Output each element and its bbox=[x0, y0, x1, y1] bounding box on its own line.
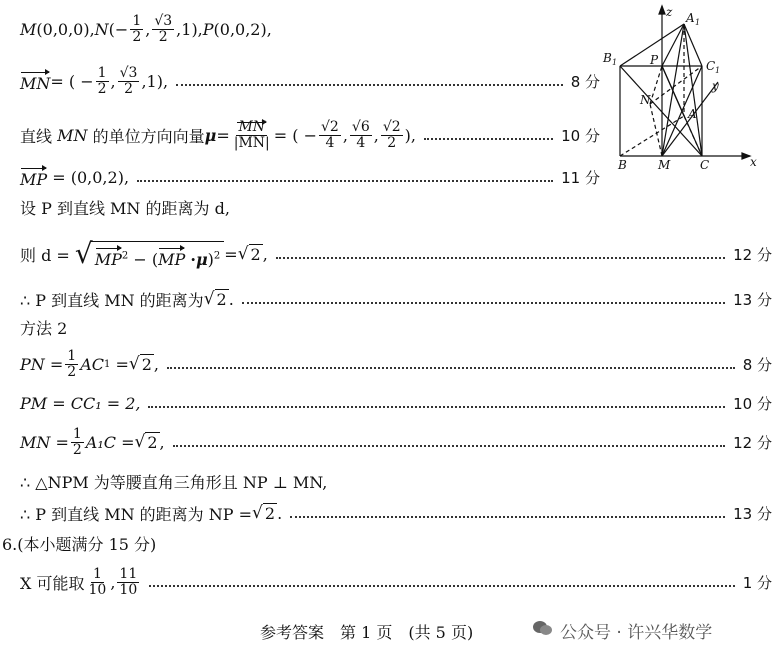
text: A₁C = bbox=[85, 432, 135, 452]
mu-symbol: μ bbox=[204, 125, 217, 145]
square-root: √ $MP^2 - (MP \cdot\mu)^2$ bbox=[75, 239, 224, 269]
line-coordinates: M (0,0,0), N (− $\frac{1}{2}$ , $\frac{√3}{2}$ ,1), P (0,0,2), bbox=[20, 12, 272, 45]
fraction: $\frac{1}{2}$ bbox=[132, 12, 142, 45]
text: PM = CC₁ = 2, bbox=[20, 393, 141, 413]
label-z: z bbox=[666, 5, 673, 19]
dot-leader bbox=[167, 367, 735, 369]
dot-leader bbox=[242, 302, 725, 304]
label-a: A bbox=[688, 107, 697, 121]
fraction: $\frac{√3}{2}$ bbox=[119, 64, 138, 97]
line-conclusion-2: ∴ P 到直线 MN 的距离为 NP = √ 2 . 13 分 bbox=[20, 503, 772, 524]
text: X 可能取 bbox=[20, 573, 85, 593]
line-conclusion-1: ∴ P 到直线 MN 的距离为 √ 2 . 13 分 bbox=[20, 289, 772, 310]
text: 2 bbox=[250, 245, 261, 264]
line-mn: MN = $\frac{1}{2}$ A₁C = √ 2 , 12 分 bbox=[20, 425, 772, 458]
text: , bbox=[262, 244, 268, 264]
label-p: P bbox=[650, 53, 659, 67]
text: ,1), bbox=[141, 71, 169, 91]
svg-text:1: 1 bbox=[695, 18, 701, 27]
score: 8 分 bbox=[570, 72, 600, 91]
text: = bbox=[216, 125, 230, 145]
dot-leader bbox=[176, 84, 563, 86]
label-c1: C bbox=[706, 59, 716, 73]
text: . bbox=[228, 289, 234, 309]
line-vector-mp bbox=[20, 162, 600, 192]
fraction: $\frac{1}{2}$ bbox=[67, 347, 77, 380]
text: . bbox=[277, 503, 283, 523]
svg-text:1: 1 bbox=[715, 66, 721, 75]
vector-mn: MN bbox=[20, 70, 50, 93]
text: 2 bbox=[216, 290, 227, 309]
score: 1 分 bbox=[742, 573, 772, 592]
geometry-figure bbox=[600, 4, 768, 172]
wechat-icon bbox=[532, 619, 554, 642]
score: 12 分 bbox=[733, 433, 772, 452]
label-x: x bbox=[750, 155, 757, 169]
dot-leader bbox=[173, 445, 726, 447]
dot-leader bbox=[148, 406, 725, 408]
label-b: B bbox=[618, 158, 627, 172]
line-question-6 bbox=[2, 528, 754, 558]
line-vector-mn: MN = ( − $\frac{1}{2}$ , $\frac{√3}{2}$ ,1), 8 分 bbox=[20, 64, 600, 97]
text: MN = bbox=[20, 432, 69, 452]
text: ∴ P 到直线 MN 的距离为 NP = bbox=[20, 504, 253, 524]
text: PN = bbox=[20, 354, 64, 374]
score: 11 分 bbox=[561, 168, 600, 187]
fraction: $\frac{1}{2}$ bbox=[72, 425, 82, 458]
line-unit-vector: 直线 MN 的单位方向向量 μ = $\frac{MN}{|MN|}$ = ( − $\frac{√2}{4}$ , $\frac{√6}{4}$ , $\frac{√2}{2}$ ), 10 分 bbox=[20, 118, 600, 151]
score: 10 分 bbox=[561, 126, 600, 145]
text: 的单位方向向量 bbox=[92, 126, 205, 146]
score: 13 分 bbox=[733, 290, 772, 309]
watermark bbox=[532, 618, 712, 643]
text: 6.(本小题满分 15 分) bbox=[2, 534, 157, 554]
fraction: $\frac{√3}{2}$ bbox=[154, 12, 173, 45]
fraction: $\frac{√6}{4}$ bbox=[351, 118, 370, 151]
label-y: y bbox=[712, 79, 719, 93]
fraction: $\frac{MN}{|MN|}$ bbox=[233, 118, 270, 151]
text: ∴ △NPM 为等腰直角三角形且 NP ⊥ MN, bbox=[20, 472, 328, 492]
text: 方法 2 bbox=[20, 318, 68, 338]
page-footer bbox=[0, 616, 782, 646]
line-method-2 bbox=[20, 312, 772, 342]
fraction: $\frac{1}{10}$ bbox=[88, 565, 107, 598]
label-b1: B bbox=[603, 51, 612, 65]
score: 13 分 bbox=[733, 504, 772, 523]
text: 设 P 到直线 MN 的距离为 d, bbox=[20, 198, 230, 218]
text: ), bbox=[404, 125, 416, 145]
dot-leader bbox=[424, 138, 553, 140]
line-pm bbox=[20, 388, 772, 418]
page-number: 参考答案 第 1 页 (共 5 页) bbox=[260, 623, 474, 642]
fraction: $\frac{√2}{2}$ bbox=[382, 118, 401, 151]
text: ∴ P 到直线 MN 的距离为 bbox=[20, 290, 204, 310]
text: 则 d = bbox=[20, 245, 70, 265]
dot-leader bbox=[290, 516, 725, 518]
watermark-text: 公众号 · 许兴华数学 bbox=[560, 623, 713, 643]
text: = ( − bbox=[50, 71, 94, 91]
dot-leader bbox=[149, 585, 734, 587]
text: 直线 bbox=[20, 126, 53, 146]
dot-leader bbox=[137, 180, 553, 182]
vector-mp: MP bbox=[20, 166, 47, 189]
line-triangle bbox=[20, 466, 772, 496]
text: MN bbox=[57, 125, 88, 145]
fraction: $\frac{11}{10}$ bbox=[119, 565, 138, 598]
dot-leader bbox=[276, 257, 725, 259]
label-n: N bbox=[640, 93, 651, 107]
label-c: C bbox=[700, 158, 710, 172]
line-pn: PN = $\frac{1}{2}$ AC 1 = √ 2 , 8 分 bbox=[20, 347, 772, 380]
line-x-values: X 可能取 $\frac{1}{10}$ , $\frac{11}{10}$ 1 分 bbox=[20, 565, 772, 598]
score: 12 分 bbox=[733, 245, 772, 264]
text: = ( − bbox=[273, 125, 317, 145]
text: 2 bbox=[264, 504, 276, 523]
label-a1: A bbox=[686, 11, 695, 25]
score: 8 分 bbox=[742, 355, 772, 374]
line-distance-formula: 则 d = √ $MP^2 - (MP \cdot\mu)^2$ = √ 2 , 12 分 bbox=[20, 237, 772, 270]
line-let-distance bbox=[20, 192, 772, 222]
text: = (0,0,2), bbox=[52, 167, 130, 187]
fraction: $\frac{√2}{4}$ bbox=[321, 118, 339, 151]
fraction: $\frac{1}{2}$ bbox=[97, 64, 107, 97]
text: AC bbox=[80, 354, 104, 374]
text: = bbox=[224, 244, 238, 264]
label-m: M bbox=[658, 158, 671, 172]
score: 10 分 bbox=[733, 394, 772, 413]
svg-text:1: 1 bbox=[612, 58, 618, 67]
